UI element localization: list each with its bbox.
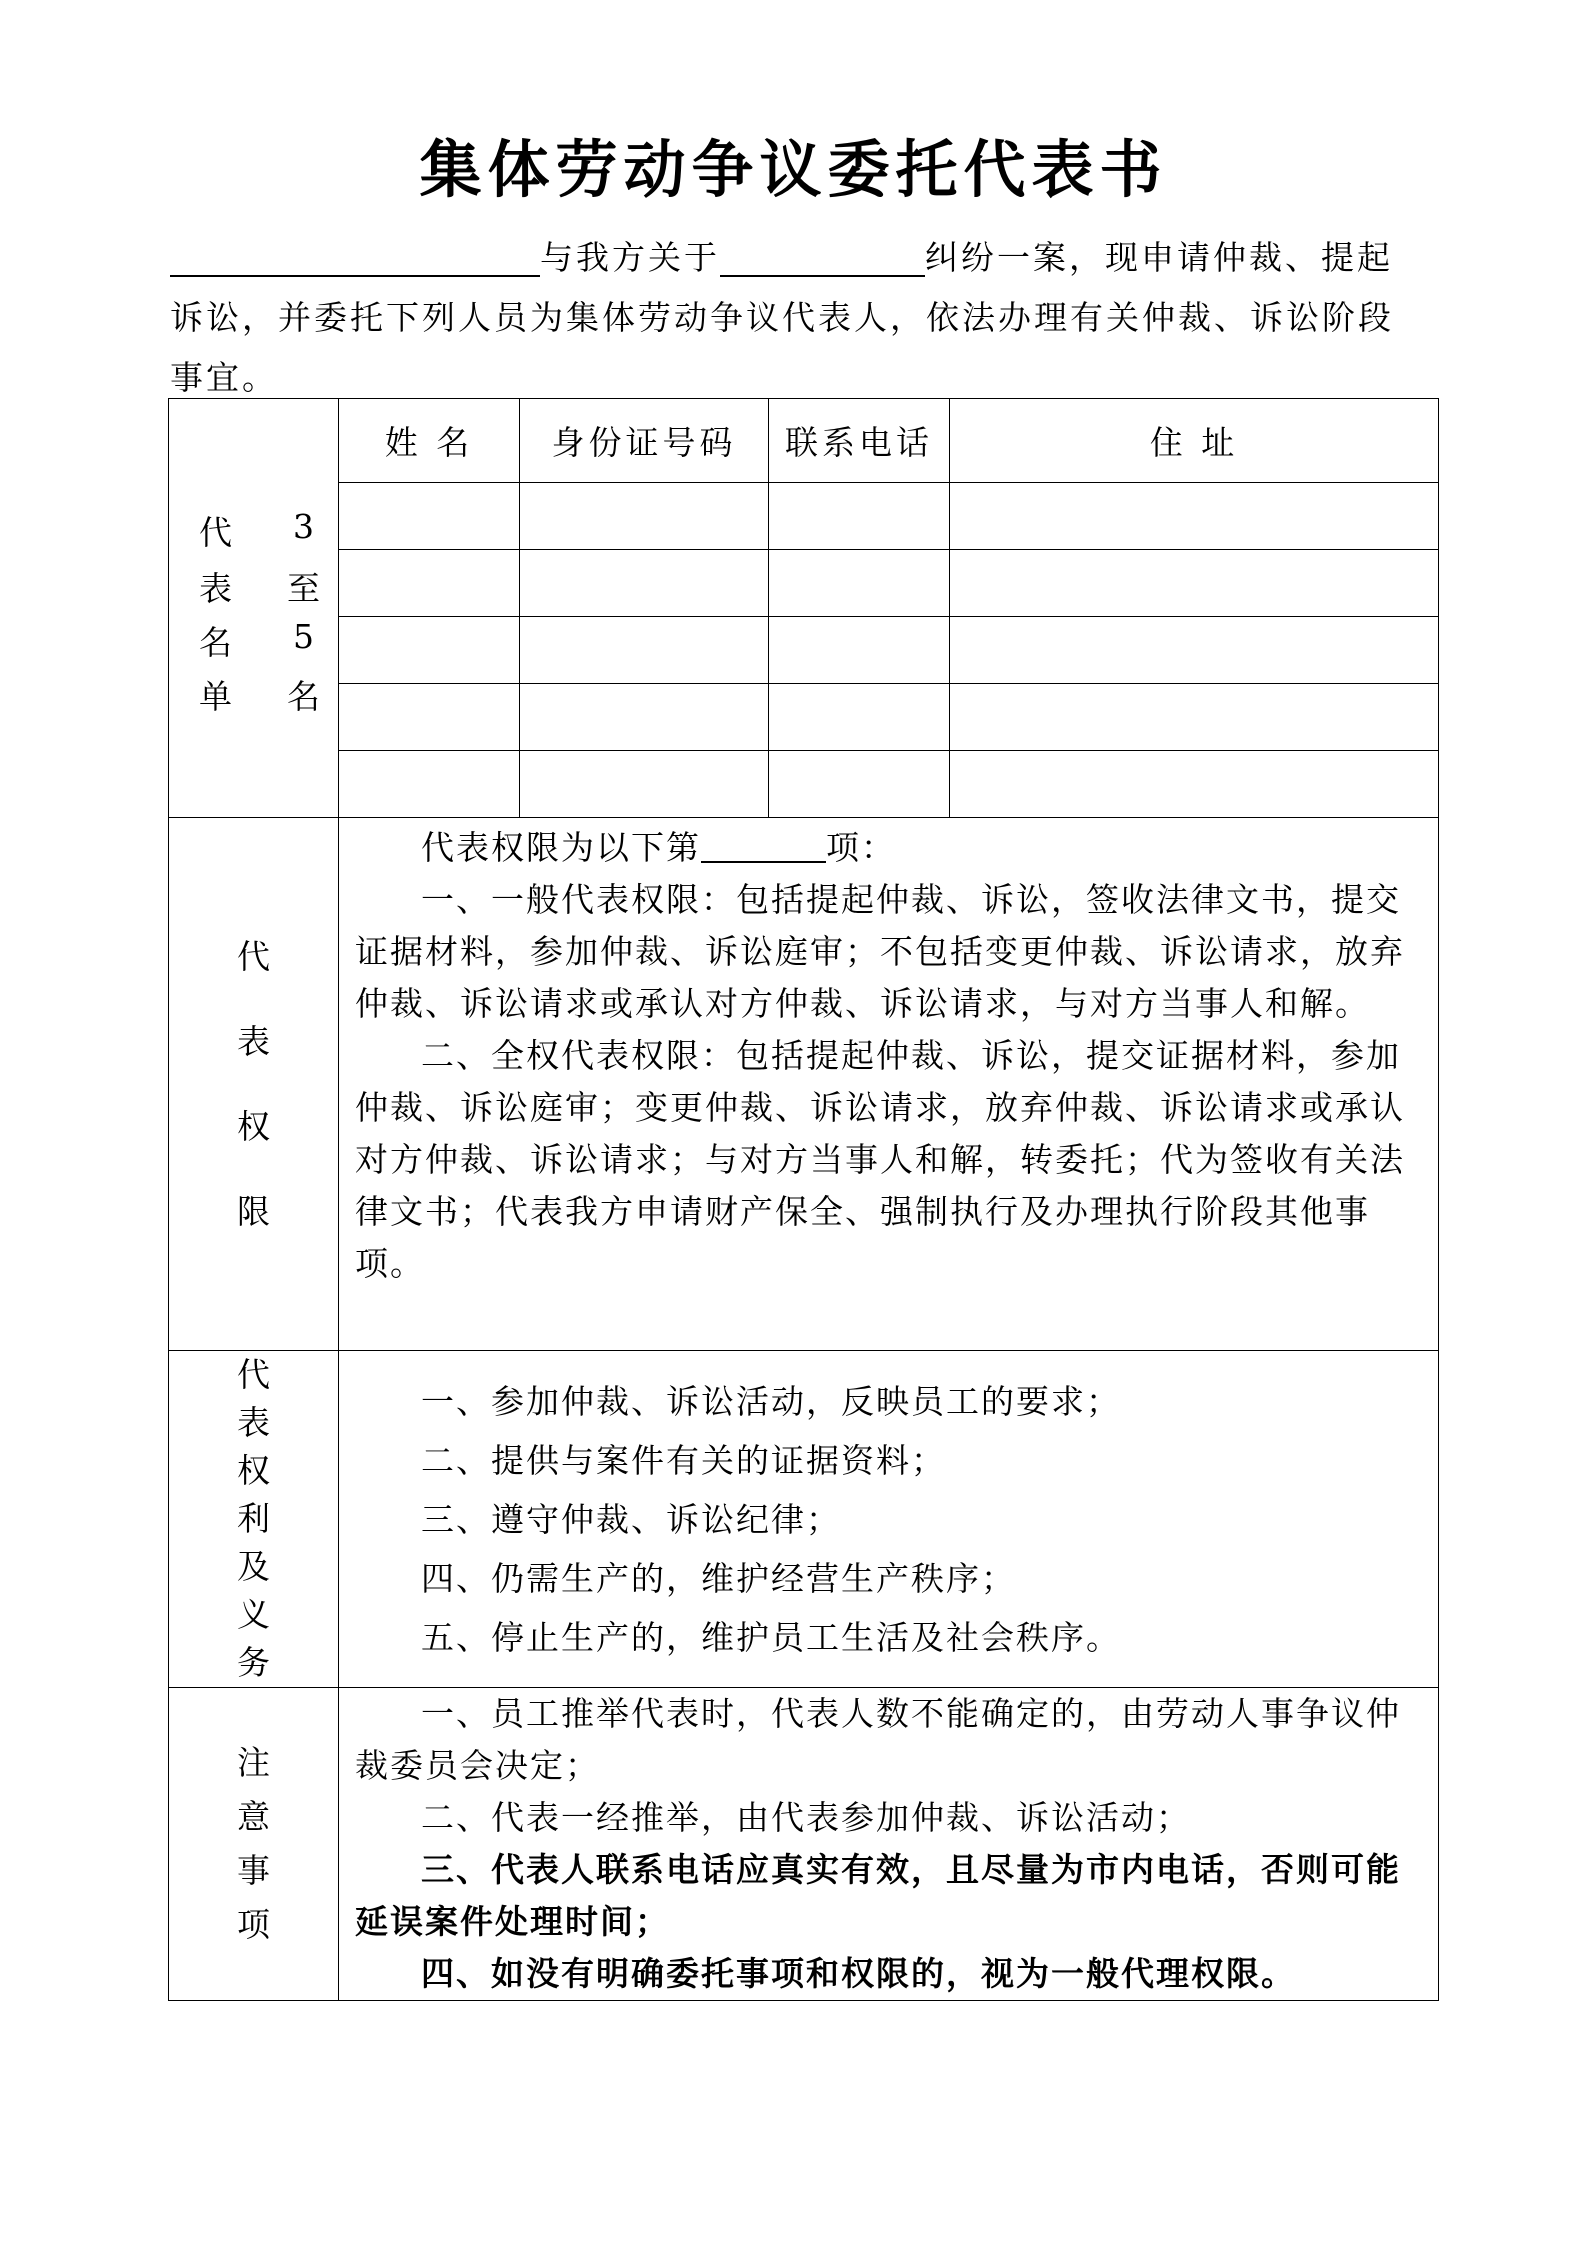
name-cell[interactable]	[339, 483, 520, 550]
id-number-cell[interactable]	[520, 684, 769, 751]
rights-label-char: 利	[237, 1499, 270, 1538]
rights-label-char: 代	[237, 1355, 270, 1394]
notes-side-label	[169, 1688, 339, 2001]
authority-lead-b: 项：	[826, 828, 896, 867]
intro-text-b: 纠纷一案，现申请仲裁、提起诉讼，并委托下列人员为集体劳动争议代表人，依法办理有关仲裁、诉讼阶段事宜。	[170, 238, 1394, 397]
general-authority-text: 一、一般代表权限：包括提起仲裁、诉讼，签收法律文书，提交证据材料，参加仲裁、诉讼庭审；不包括变更仲裁、诉讼请求，放弃仲裁、诉讼请求或承认对方仲裁、诉讼请求，与对方当事人和解。	[355, 880, 1405, 1023]
address-cell[interactable]	[950, 617, 1439, 684]
note-item-bold: 四、如没有明确委托事项和权限的，视为一般代理权限。	[421, 1954, 1296, 1993]
address-cell[interactable]	[950, 684, 1439, 751]
intro-paragraph	[170, 228, 1420, 408]
list-item: 二、提供与案件有关的证据资料；	[421, 1440, 946, 1480]
table-row	[169, 751, 1439, 818]
id-number-cell[interactable]	[520, 550, 769, 617]
note-item: 一、员工推举代表时，代表人数不能确定的，由劳动人事争议仲裁委员会决定；	[355, 1694, 1401, 1785]
table-row	[169, 684, 1439, 751]
table-row	[169, 617, 1439, 684]
authority-label-char: 限	[237, 1192, 270, 1231]
name-cell[interactable]	[339, 550, 520, 617]
roster-label-char: 单	[199, 677, 232, 716]
id-number-cell[interactable]	[520, 751, 769, 818]
rights-side-label	[169, 1351, 339, 1688]
notes-label-char: 事	[237, 1851, 270, 1890]
notes-content	[339, 1688, 1439, 2001]
party-name-blank[interactable]	[170, 235, 540, 277]
list-item: 一、参加仲裁、诉讼活动，反映员工的要求；	[421, 1381, 1121, 1421]
id-number-cell[interactable]	[520, 483, 769, 550]
table-row	[169, 550, 1439, 617]
roster-label-char: 3	[293, 507, 314, 546]
column-header-address: 住 址	[950, 399, 1439, 483]
roster-side-label	[169, 399, 339, 818]
phone-cell[interactable]	[769, 751, 950, 818]
full-authority-text: 二、全权代表权限：包括提起仲裁、诉讼，提交证据材料，参加仲裁、诉讼庭审；变更仲裁、诉讼请求，放弃仲裁、诉讼请求或承认对方仲裁、诉讼请求；与对方当事人和解，转委托；代为签收有关法律文书；代表我方申请财产保全、强制执行及办理执行阶段其他事项。	[355, 1036, 1405, 1283]
rights-label-char: 义	[237, 1595, 270, 1634]
phone-cell[interactable]	[769, 550, 950, 617]
notes-label-char: 意	[237, 1797, 270, 1836]
authority-label-char: 代	[237, 937, 270, 976]
rights-label-char: 及	[237, 1547, 270, 1586]
delegation-form-table	[168, 398, 1439, 2001]
roster-label-char: 5	[293, 617, 314, 656]
column-header-name: 姓 名	[339, 399, 520, 483]
authority-side-label	[169, 818, 339, 1351]
authority-option-blank[interactable]	[701, 825, 826, 863]
rights-label-char: 务	[237, 1643, 270, 1682]
address-cell[interactable]	[950, 483, 1439, 550]
table-row	[169, 483, 1439, 550]
rights-label-char: 表	[237, 1403, 270, 1442]
dispute-type-blank[interactable]	[720, 235, 925, 277]
authority-content	[339, 818, 1439, 1351]
list-item: 五、停止生产的，维护员工生活及社会秩序。	[421, 1617, 1121, 1657]
note-item: 二、代表一经推举，由代表参加仲裁、诉讼活动；	[421, 1798, 1191, 1837]
authority-label-char: 表	[237, 1022, 270, 1061]
phone-cell[interactable]	[769, 617, 950, 684]
list-item: 四、仍需生产的，维护经营生产秩序；	[421, 1558, 1016, 1598]
roster-label-char: 至	[287, 569, 320, 608]
id-number-cell[interactable]	[520, 617, 769, 684]
note-item-bold: 三、代表人联系电话应真实有效，且尽量为市内电话，否则可能延误案件处理时间；	[355, 1850, 1401, 1941]
authority-label-char: 权	[237, 1107, 270, 1146]
rights-label-char: 权	[237, 1451, 270, 1490]
phone-cell[interactable]	[769, 684, 950, 751]
address-cell[interactable]	[950, 751, 1439, 818]
notes-label-char: 项	[237, 1905, 270, 1944]
address-cell[interactable]	[950, 550, 1439, 617]
roster-label-char: 名	[287, 677, 320, 716]
intro-text-a: 与我方关于	[540, 238, 720, 277]
roster-label-char: 代	[199, 513, 232, 552]
authority-lead-a: 代表权限为以下第	[421, 828, 701, 867]
rights-content	[339, 1351, 1439, 1688]
list-item: 三、遵守仲裁、诉讼纪律；	[421, 1499, 841, 1539]
notes-label-char: 注	[237, 1743, 270, 1782]
column-header-id-number: 身份证号码	[520, 399, 769, 483]
name-cell[interactable]	[339, 617, 520, 684]
phone-cell[interactable]	[769, 483, 950, 550]
name-cell[interactable]	[339, 751, 520, 818]
column-header-phone: 联系电话	[769, 399, 950, 483]
roster-label-char: 名	[199, 623, 232, 662]
name-cell[interactable]	[339, 684, 520, 751]
document-title: 集体劳动争议委托代表书	[419, 133, 1168, 206]
roster-label-char: 表	[199, 569, 232, 608]
